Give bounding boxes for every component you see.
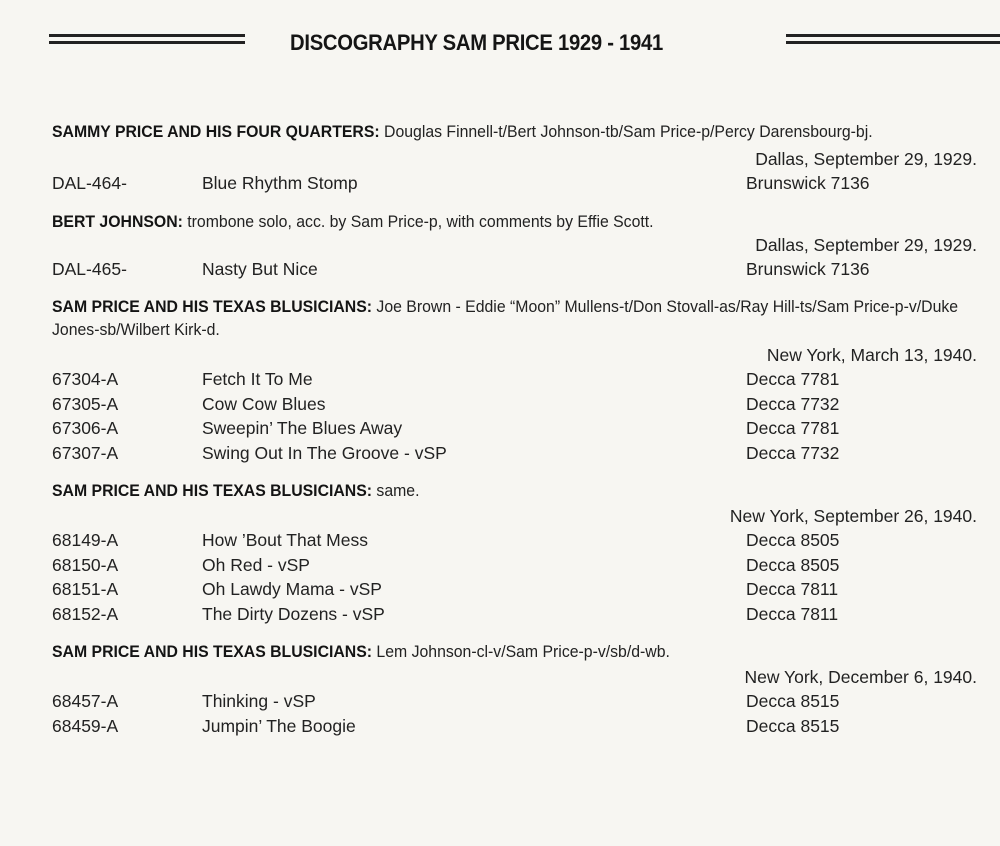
session (52, 120, 977, 196)
session-place-date: Dallas, September 29, 1929. (755, 234, 977, 255)
record-label: Decca 8505 (746, 530, 840, 550)
record-label: Decca 7732 (746, 442, 840, 463)
record-label: Decca 8505 (746, 554, 840, 575)
band-name: SAM PRICE AND HIS TEXAS BLUSICIANS: (52, 481, 373, 500)
page-title: DISCOGRAPHY SAM PRICE 1929 - 1941 (290, 30, 663, 55)
personnel-text: Joe Brown - Eddie “Moon” Mullens-t/Don Stovall-as/Ray Hill-ts/Sam Price-p-v/Duke Jones-sb/Wilbert Kirk-d. (52, 297, 959, 339)
right-double-rule (786, 34, 1000, 45)
personnel-text: same. (372, 481, 420, 500)
track-title: The Dirty Dozens - vSP (202, 603, 385, 624)
record-label: Decca 7811 (746, 579, 839, 599)
session-personnel (52, 295, 977, 341)
session (52, 479, 977, 626)
record-label: Decca 7811 (746, 603, 839, 624)
personnel-text: Douglas Finnell-t/Bert Johnson-tb/Sam Price-p/Percy Darensbourg-bj. (379, 122, 873, 141)
session (52, 640, 977, 738)
matrix-number: 68151-A (52, 579, 119, 599)
band-name: BERT JOHNSON: (52, 211, 183, 231)
track-title: Nasty But Nice (202, 258, 318, 279)
track-title: How ’Bout That Mess (202, 530, 368, 550)
track-title: Fetch It To Me (202, 369, 313, 389)
matrix-number: 68149-A (52, 530, 119, 550)
title-bar (0, 22, 1000, 66)
track-title: Oh Lawdy Mama - vSP (202, 579, 382, 599)
matrix-number: 67305-A (52, 393, 119, 414)
band-name: SAMMY PRICE AND HIS FOUR QUARTERS: (52, 122, 380, 141)
matrix-number: DAL-465- (52, 258, 127, 279)
record-label: Decca 8515 (746, 715, 840, 736)
track-title: Thinking - vSP (202, 691, 316, 711)
matrix-number: 67304-A (52, 369, 119, 389)
track-title: Jumpin’ The Boogie (202, 715, 356, 736)
session (52, 295, 977, 465)
matrix-number: 68459-A (52, 715, 119, 736)
personnel-text: trombone solo, acc. by Sam Price-p, with comments by Effie Scott. (182, 211, 654, 231)
matrix-number: 67306-A (52, 418, 119, 438)
session-place-date: Dallas, September 29, 1929. (755, 149, 977, 169)
track-row (52, 441, 977, 466)
matrix-number: 68152-A (52, 603, 119, 624)
track-row (52, 367, 977, 392)
track-row (52, 602, 977, 627)
track-row (52, 689, 977, 714)
matrix-number: 67307-A (52, 442, 119, 463)
track-row (52, 714, 977, 739)
track-title: Sweepin’ The Blues Away (202, 418, 403, 438)
session (52, 210, 977, 282)
track-row (52, 392, 977, 417)
record-label: Brunswick 7136 (746, 173, 870, 193)
session-personnel (52, 640, 982, 663)
session-personnel (52, 479, 982, 502)
record-label: Brunswick 7136 (746, 258, 870, 279)
record-label: Decca 7732 (746, 393, 840, 414)
track-row (52, 171, 977, 196)
track-title: Oh Red - vSP (202, 554, 310, 575)
track-row (52, 416, 977, 441)
record-label: Decca 7781 (746, 369, 840, 389)
discography-list (52, 120, 977, 752)
band-name: SAM PRICE AND HIS TEXAS BLUSICIANS: (52, 297, 373, 316)
matrix-number: 68457-A (52, 691, 119, 711)
track-row (52, 257, 977, 282)
track-title: Swing Out In The Groove - vSP (202, 442, 447, 463)
track-row (52, 553, 977, 578)
session-personnel (52, 210, 982, 233)
session-personnel (52, 120, 977, 143)
session-place-date: New York, December 6, 1940. (744, 667, 977, 687)
matrix-number: 68150-A (52, 554, 119, 575)
track-row (52, 577, 977, 602)
band-name: SAM PRICE AND HIS TEXAS BLUSICIANS: (52, 642, 373, 661)
track-row (52, 528, 977, 553)
left-double-rule (49, 34, 245, 45)
track-title: Cow Cow Blues (202, 393, 326, 414)
matrix-number: DAL-464- (52, 173, 127, 193)
record-label: Decca 8515 (746, 691, 840, 711)
record-label: Decca 7781 (746, 418, 840, 438)
track-title: Blue Rhythm Stomp (202, 173, 358, 193)
session-place-date: New York, March 13, 1940. (766, 345, 977, 365)
session-place-date: New York, September 26, 1940. (729, 506, 977, 526)
personnel-text: Lem Johnson-cl-v/Sam Price-p-v/sb/d-wb. (372, 642, 670, 661)
